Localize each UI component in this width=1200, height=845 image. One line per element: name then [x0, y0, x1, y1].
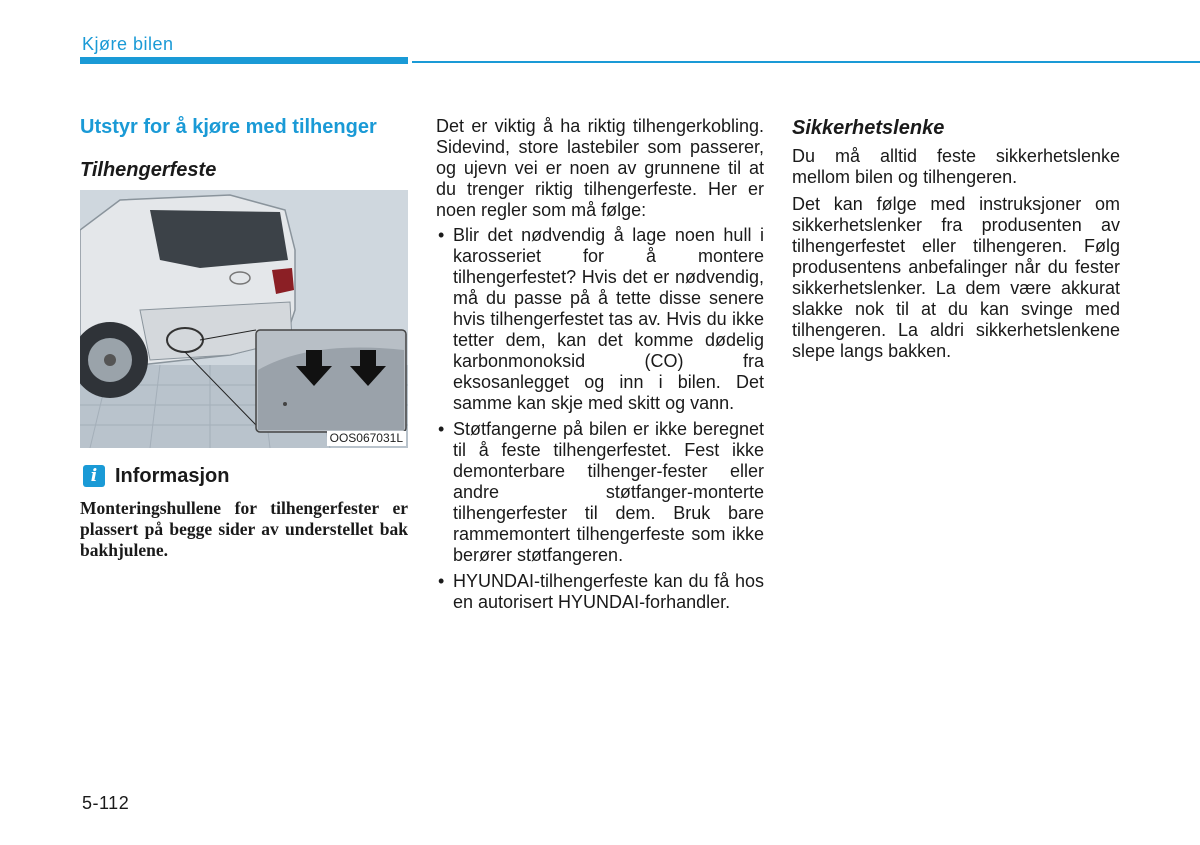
info-text: Monteringshullene for tilhengerfester er plassert på begge sider av understellet bak bakhjulene.	[80, 498, 408, 560]
trailer-hitch-figure	[80, 190, 408, 448]
list-item-text: HYUNDAI-tilhengerfeste kan du få hos en autorisert HYUNDAI-forhandler.	[453, 571, 764, 612]
header-accent-bar	[80, 57, 408, 64]
bullet-icon: •	[438, 419, 445, 439]
subheading-tilhengerfeste: Tilhengerfeste	[80, 159, 217, 181]
list-item-text: Støtfangerne på bilen er ikke beregnet til å feste tilhengerfestet. Fest ikke demonterbare tilhenger-fester eller andre støtfanger-monterte tilhengerfester til dem. Bruk bare rammemontert tilhengerfeste som ikke berører støtfangeren.	[453, 419, 764, 565]
figure-code: OOS067031L	[327, 431, 406, 446]
bullet-icon: •	[438, 225, 445, 245]
list-item	[436, 225, 764, 414]
header-rule	[412, 61, 1200, 63]
page-number: 5-112	[82, 793, 130, 813]
car-rear-illustration	[80, 190, 408, 448]
info-header	[80, 464, 408, 488]
section-title: Utstyr for å kjøre med tilhenger	[80, 116, 377, 138]
list-item	[436, 419, 764, 566]
paragraph: Du må alltid feste sikkerhetslenke mellom bilen og tilhengeren.	[792, 146, 1120, 187]
paragraph: Det kan følge med instruksjoner om sikkerhetslenker fra produsenten av tilhengerfestet eller tilhengeren. Følg produsentens anbefalinger når du fester sikkerhetslenker. La dem være akkurat slakke nok til at du kan svinge med tilhengeren. La aldri sikkerhetslenkene slepe langs bakken.	[792, 194, 1120, 361]
chapter-title: Kjøre bilen	[82, 34, 174, 54]
list-item-text: Blir det nødvendig å lage noen hull i karosseriet for å montere tilhengerfestet? Hvis det er nødvendig, må du passe på å tette disse senere hvis tilhengerfestet tas av. Hvis du ikke tetter dem, kan det komme dødelig karbonmonoksid (CO) fra eksosanlegget og inn i bilen. Det samme kan skje med skitt og vann.	[453, 225, 764, 413]
info-icon: i	[83, 465, 105, 487]
info-title: Informasjon	[115, 464, 230, 487]
right-column	[792, 116, 1120, 362]
list-item	[436, 571, 764, 613]
left-column	[80, 116, 408, 561]
intro-paragraph: Det er viktig å ha riktig tilhengerkobling. Sidevind, store lastebiler som passerer, og ujevn vei er noen av grunnene til at du trenger riktig tilhengerfeste. Her er noen regler som må følge:	[436, 116, 764, 220]
middle-column	[436, 116, 764, 618]
bullet-icon: •	[438, 571, 445, 591]
rules-list	[436, 225, 764, 613]
subheading-sikkerhetslenke: Sikkerhetslenke	[792, 117, 945, 139]
